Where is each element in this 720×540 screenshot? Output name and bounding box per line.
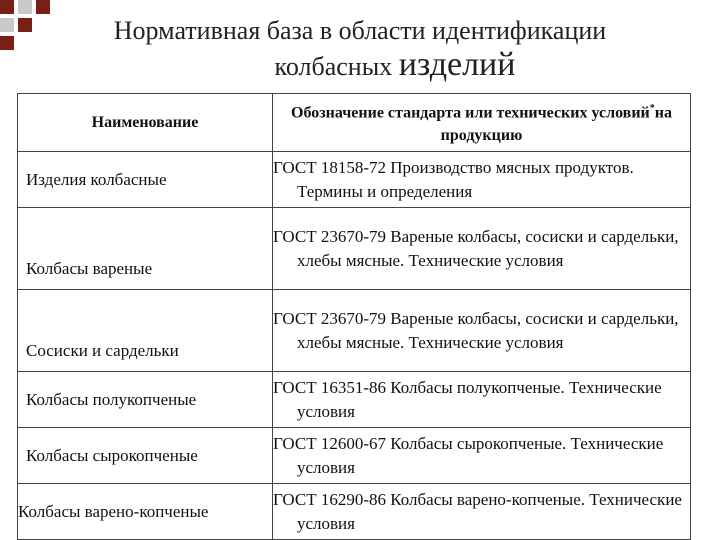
deco-square	[36, 0, 50, 14]
table-row	[18, 428, 691, 484]
row-name: Колбасы варено-копченые	[18, 484, 273, 540]
deco-square	[0, 0, 14, 14]
table-row	[18, 208, 691, 290]
row-name: Сосиски и сардельки	[18, 290, 273, 372]
standards-table	[17, 93, 691, 540]
row-standard: ГОСТ 23670-79 Вареные колбасы, сосиски и сардельки, хлебы мясные. Технические условия	[273, 208, 691, 290]
table-row	[18, 372, 691, 428]
row-name: Колбасы вареные	[18, 208, 273, 290]
table-row	[18, 152, 691, 208]
header-name: Наименование	[18, 94, 273, 152]
header-standard	[273, 94, 691, 152]
row-standard: ГОСТ 16351-86 Колбасы полукопченые. Технические условия	[273, 372, 691, 428]
title-line-2-big: изделий	[398, 46, 516, 83]
row-standard: ГОСТ 12600-67 Колбасы сырокопченые. Технические условия	[273, 428, 691, 484]
header-standard-text-2: на продукцию	[440, 104, 672, 144]
table-row	[18, 484, 691, 540]
header-standard-text: Обозначение стандарта или технических условий	[291, 104, 650, 122]
row-name: Колбасы полукопченые	[18, 372, 273, 428]
row-name: Изделия колбасные	[18, 152, 273, 208]
page-title	[0, 14, 720, 84]
row-name: Колбасы сырокопченые	[18, 428, 273, 484]
title-line-2	[0, 48, 720, 84]
row-standard: ГОСТ 18158-72 Производство мясных продуктов. Термины и определения	[273, 152, 691, 208]
table-header-row	[18, 94, 691, 152]
row-standard: ГОСТ 16290-86 Колбасы варено-копченые. Технические условия	[273, 484, 691, 540]
deco-square	[18, 0, 32, 14]
row-standard: ГОСТ 23670-79 Вареные колбасы, сосиски и сардельки, хлебы мясные. Технические условия	[273, 290, 691, 372]
title-line-2-small: колбасных	[274, 52, 399, 81]
title-line-1: Нормативная база в области идентификации	[113, 16, 607, 45]
table-row	[18, 290, 691, 372]
header-footnote-mark: *	[649, 103, 655, 115]
